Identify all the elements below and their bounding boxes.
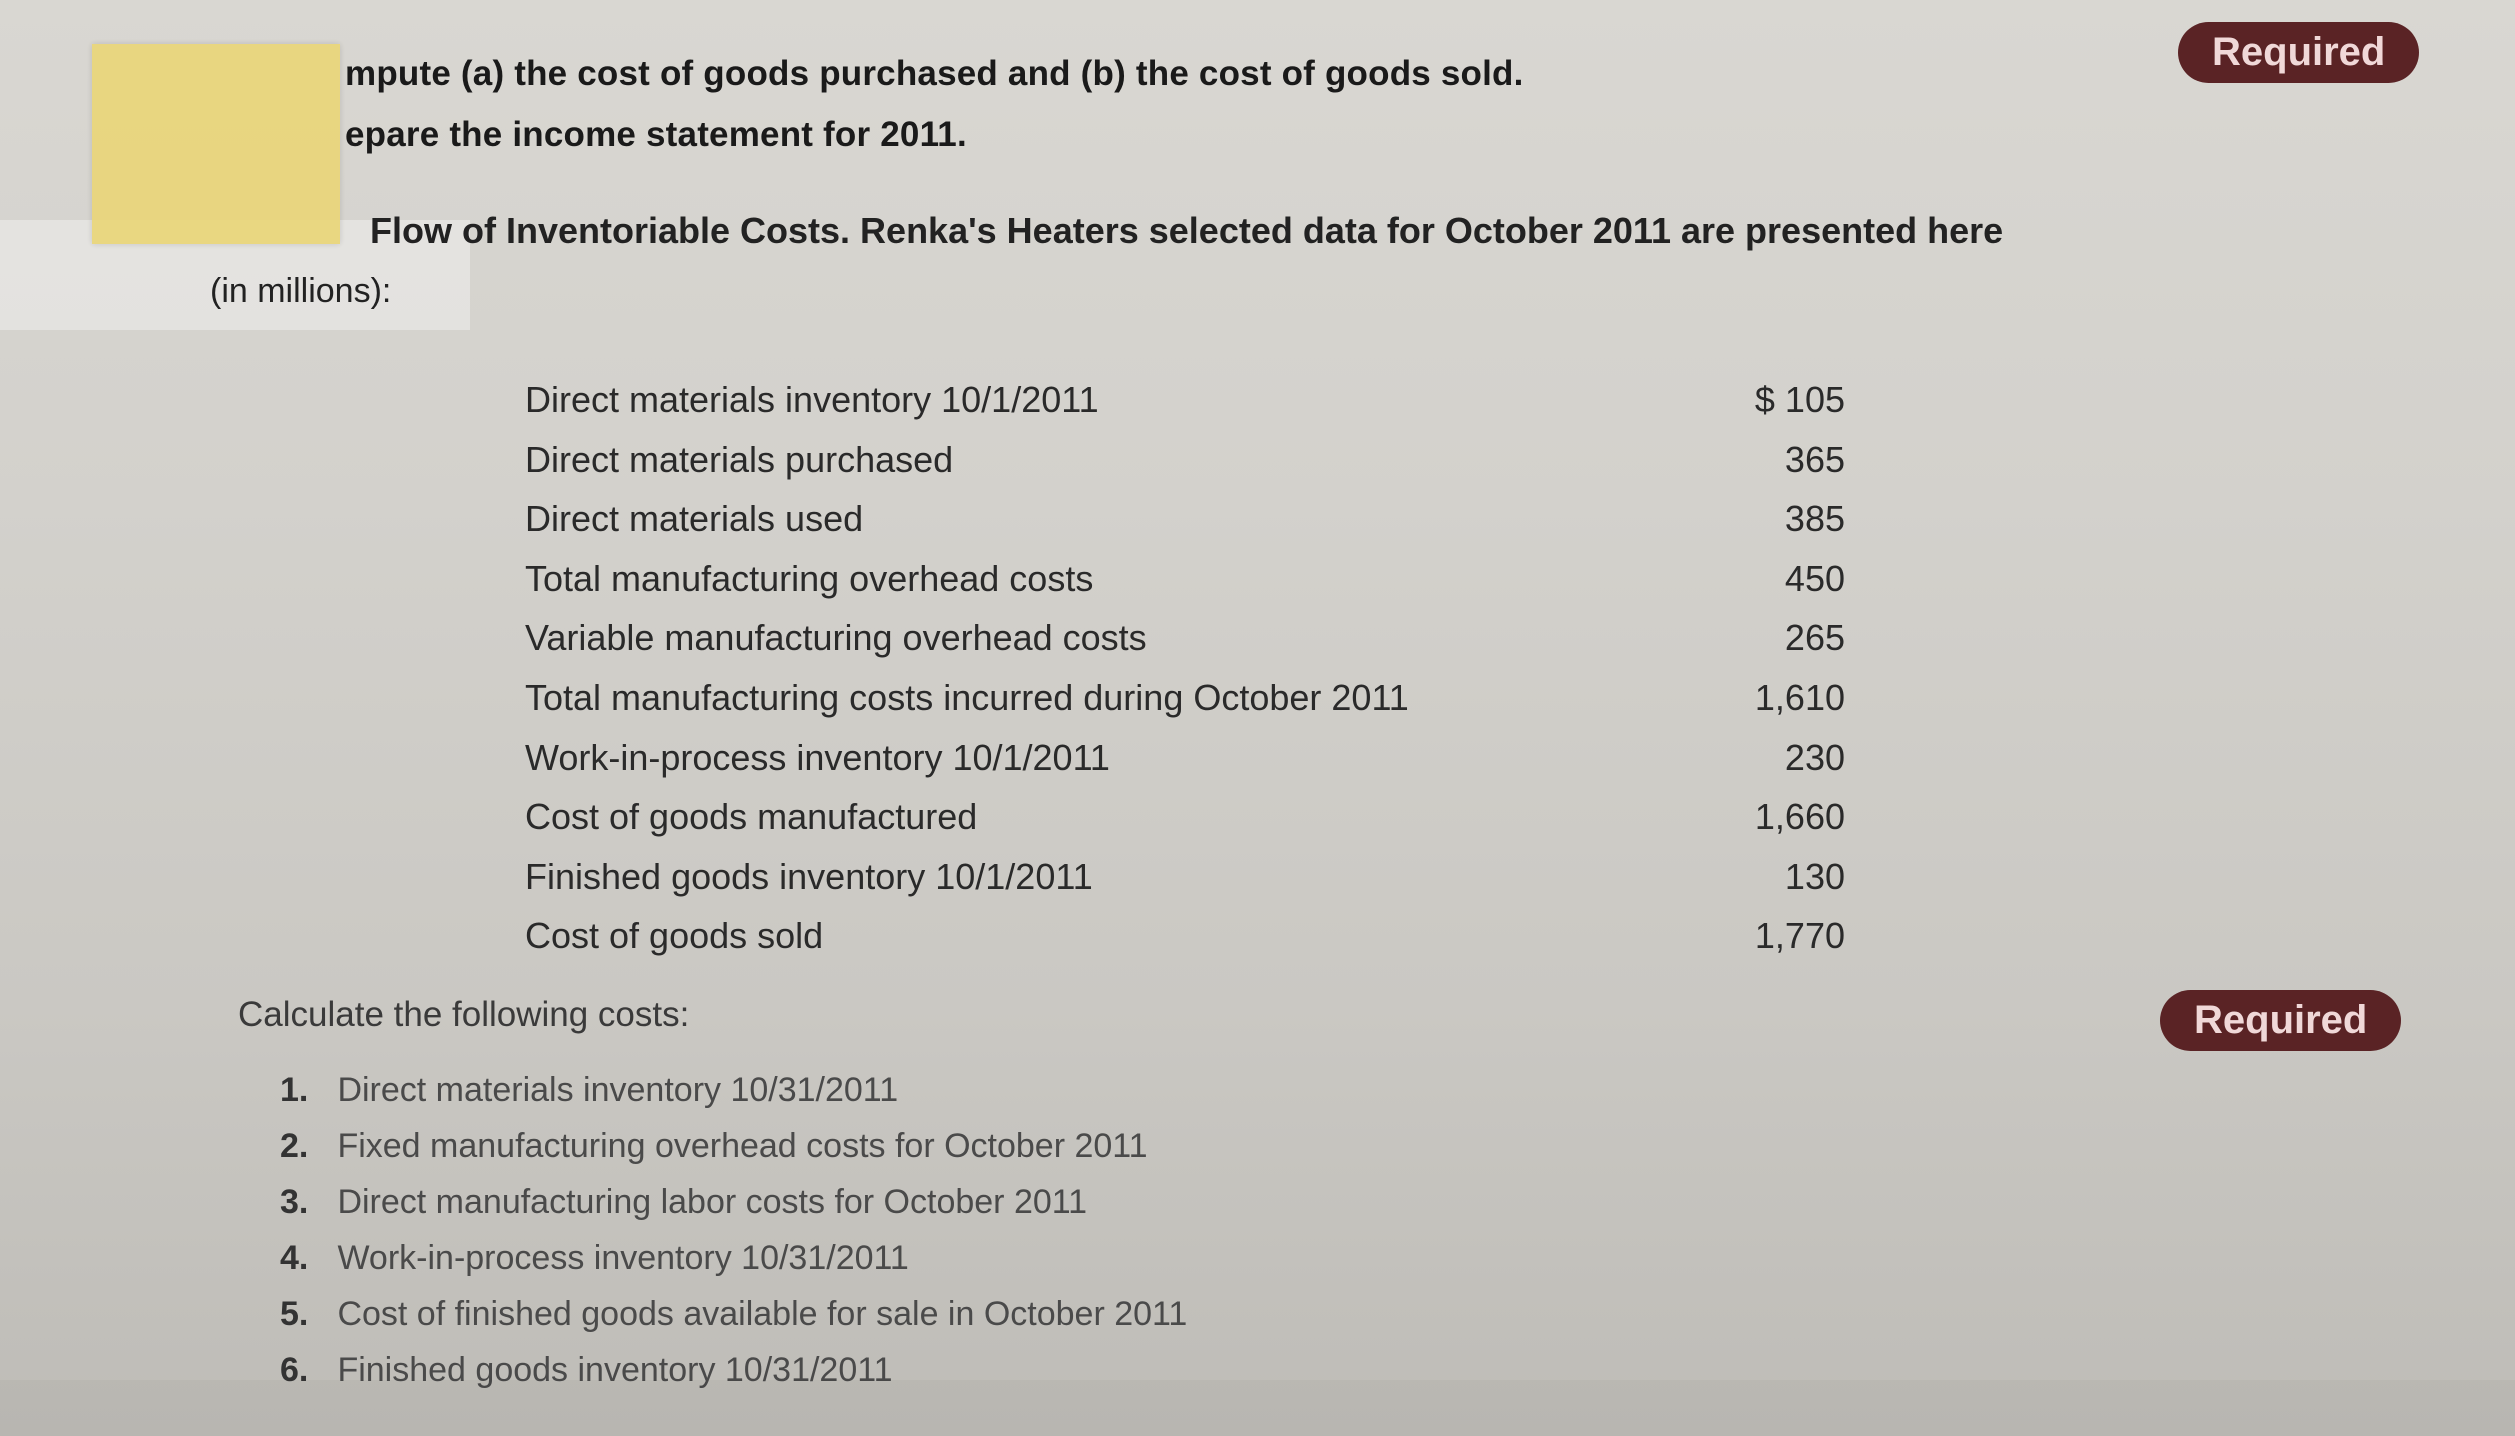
row-value: 385 bbox=[1784, 498, 1845, 540]
list-item bbox=[280, 1118, 1187, 1174]
required-badge-bottom: Required bbox=[2160, 990, 2401, 1051]
row-value: 265 bbox=[1784, 617, 1845, 659]
required-badge-top: Required bbox=[2178, 22, 2419, 83]
row-label: Cost of goods manufactured bbox=[525, 796, 978, 838]
row-value: 450 bbox=[1784, 557, 1845, 599]
list-item-text: Work-in-process inventory 10/31/2011 bbox=[337, 1239, 909, 1277]
sticky-note bbox=[92, 44, 340, 244]
list-item-text: Cost of finished goods available for sale in October 2011 bbox=[337, 1295, 1188, 1333]
list-item bbox=[280, 1062, 1187, 1118]
data-row bbox=[525, 549, 1845, 609]
data-row bbox=[525, 370, 1845, 430]
data-row bbox=[525, 787, 1845, 847]
row-label: Direct materials inventory 10/1/2011 bbox=[525, 379, 1099, 420]
row-value: 1,660 bbox=[1754, 796, 1845, 838]
list-item-number: 4. bbox=[280, 1239, 309, 1277]
row-label: Cost of goods sold bbox=[525, 915, 824, 957]
data-row bbox=[525, 847, 1845, 907]
list-item bbox=[280, 1286, 1187, 1342]
row-value: $ 105 bbox=[1754, 379, 1845, 420]
row-label: Direct materials purchased bbox=[525, 438, 954, 480]
list-item-number: 5. bbox=[280, 1295, 309, 1333]
list-item-number: 6. bbox=[280, 1351, 309, 1389]
row-label: Finished goods inventory 10/1/2011 bbox=[525, 855, 1093, 897]
data-row bbox=[525, 430, 1845, 490]
problem-title: Flow of Inventoriable Costs. Renka's Heaters selected data for October 2011 are presented here bbox=[370, 210, 2004, 251]
row-value: 130 bbox=[1784, 855, 1845, 897]
page-bottom-shading bbox=[0, 1380, 2515, 1436]
data-row bbox=[525, 728, 1845, 788]
list-item-number: 1. bbox=[280, 1071, 309, 1109]
problem-subtitle: (in millions): bbox=[210, 272, 392, 310]
row-label: Direct materials used bbox=[525, 498, 864, 540]
calculate-heading: Calculate the following costs: bbox=[238, 995, 690, 1034]
list-item bbox=[280, 1230, 1187, 1286]
row-label: Work-in-process inventory 10/1/2011 bbox=[525, 736, 1110, 778]
instruction-line-2: epare the income statement for 2011. bbox=[345, 115, 967, 154]
list-item bbox=[280, 1174, 1187, 1230]
list-item-text: Direct materials inventory 10/31/2011 bbox=[337, 1071, 899, 1109]
list-item-text: Finished goods inventory 10/31/2011 bbox=[337, 1351, 893, 1389]
list-item-number: 2. bbox=[280, 1127, 309, 1165]
list-item-number: 3. bbox=[280, 1183, 309, 1221]
cost-data-table bbox=[525, 370, 1845, 966]
list-item-text: Direct manufacturing labor costs for October 2011 bbox=[337, 1183, 1088, 1221]
row-label: Total manufacturing overhead costs bbox=[525, 557, 1094, 599]
instruction-line-1: mpute (a) the cost of goods purchased and (b) the cost of goods sold. bbox=[345, 54, 1524, 93]
row-value: 365 bbox=[1784, 438, 1845, 480]
data-row bbox=[525, 906, 1845, 966]
data-row bbox=[525, 668, 1845, 728]
data-row bbox=[525, 608, 1845, 668]
calculate-list bbox=[280, 1062, 1187, 1398]
row-label: Variable manufacturing overhead costs bbox=[525, 617, 1147, 659]
row-label: Total manufacturing costs incurred during October 2011 bbox=[525, 676, 1409, 718]
row-value: 1,610 bbox=[1754, 676, 1845, 718]
list-item-text: Fixed manufacturing overhead costs for October 2011 bbox=[337, 1127, 1148, 1165]
row-value: 230 bbox=[1784, 736, 1845, 778]
row-value: 1,770 bbox=[1754, 915, 1845, 957]
data-row bbox=[525, 489, 1845, 549]
